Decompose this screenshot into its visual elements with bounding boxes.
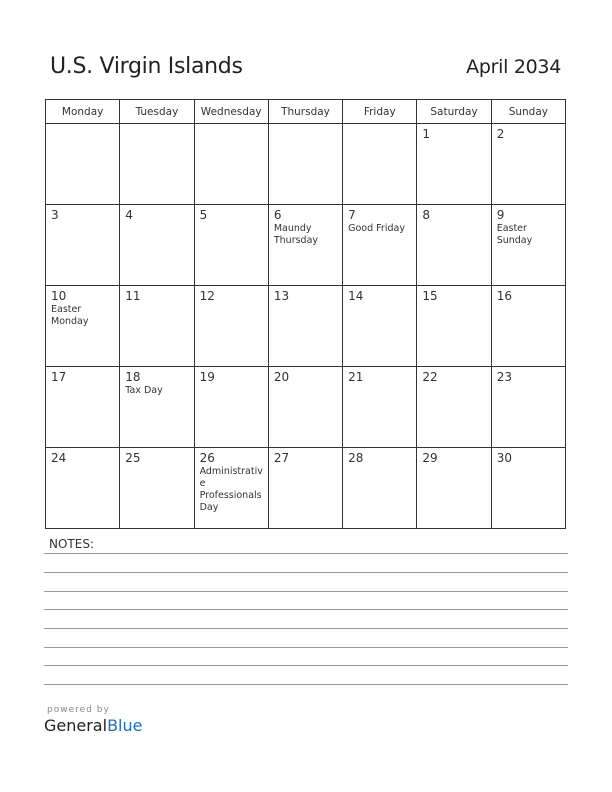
day-number: 6 [273, 208, 282, 222]
day-cell [46, 205, 120, 286]
note-line [44, 647, 568, 648]
holiday-label: Tax Day [125, 385, 163, 396]
day-cell [120, 286, 194, 367]
day-cell [46, 367, 120, 448]
day-number: 27 [273, 451, 290, 465]
day-number: 8 [422, 208, 431, 222]
week-row [46, 205, 566, 286]
day-cell [343, 124, 417, 205]
day-number: 19 [199, 370, 215, 384]
day-number: 5 [199, 208, 208, 222]
day-number: 7 [348, 208, 356, 222]
day-cell [343, 286, 417, 367]
day-number: 10 [51, 289, 67, 303]
weekday-header: Friday [343, 100, 417, 124]
note-line [44, 553, 568, 554]
brand-blue: Blue [107, 716, 143, 735]
day-cell [417, 124, 491, 205]
brand-name [44, 716, 142, 735]
day-cell [343, 205, 417, 286]
note-line [44, 665, 568, 666]
day-cell [491, 124, 565, 205]
day-number: 14 [348, 289, 364, 303]
day-number: 1 [422, 127, 431, 141]
day-number: 2 [496, 127, 505, 141]
day-cell [120, 448, 194, 529]
day-cell [194, 205, 268, 286]
holiday-label: Easter Monday [51, 304, 89, 327]
note-line [44, 609, 568, 610]
notes-label: NOTES: [49, 537, 94, 551]
weekday-header: Monday [46, 100, 120, 124]
day-cell [268, 448, 342, 529]
weekday-header: Wednesday [194, 100, 268, 124]
week-row [46, 124, 566, 205]
day-number: 28 [348, 451, 364, 465]
day-cell [120, 124, 194, 205]
holiday-label: Administrative Professionals Day [199, 466, 263, 513]
day-number: 15 [422, 289, 438, 303]
note-line [44, 591, 568, 592]
day-cell [343, 448, 417, 529]
day-cell [491, 448, 565, 529]
day-cell [417, 286, 491, 367]
day-cell [491, 205, 565, 286]
note-line [44, 572, 568, 573]
weekday-header: Sunday [491, 100, 565, 124]
day-number: 18 [125, 370, 141, 384]
day-number: 26 [199, 451, 215, 465]
day-cell [194, 124, 268, 205]
brand-general: General [44, 716, 108, 735]
day-number: 3 [51, 208, 59, 222]
day-number: 9 [496, 208, 505, 222]
day-number: 17 [51, 370, 67, 384]
day-cell [194, 448, 268, 529]
holiday-label: Good Friday [348, 223, 405, 234]
calendar-grid [45, 99, 566, 529]
note-line [44, 628, 568, 629]
day-cell [194, 286, 268, 367]
day-cell [343, 367, 417, 448]
day-cell [120, 367, 194, 448]
day-cell [120, 205, 194, 286]
day-number: 11 [125, 289, 141, 303]
day-number: 16 [496, 289, 512, 303]
note-line [44, 684, 568, 685]
day-cell [46, 124, 120, 205]
day-number: 21 [348, 370, 364, 384]
day-cell [268, 367, 342, 448]
day-number: 23 [496, 370, 512, 384]
weekday-header: Saturday [417, 100, 491, 124]
day-cell [417, 367, 491, 448]
day-cell [46, 286, 120, 367]
day-cell [194, 367, 268, 448]
region-title: U.S. Virgin Islands [50, 54, 243, 79]
day-cell [491, 367, 565, 448]
holiday-label: Maundy Thursday [273, 223, 319, 246]
weekday-header: Tuesday [120, 100, 194, 124]
week-row [46, 367, 566, 448]
day-cell [491, 286, 565, 367]
day-number: 12 [199, 289, 215, 303]
day-number: 25 [125, 451, 141, 465]
powered-by-text: powered by [47, 705, 110, 715]
day-cell [268, 205, 342, 286]
day-number: 24 [51, 451, 67, 465]
day-number: 4 [125, 208, 133, 222]
day-cell [417, 448, 491, 529]
day-number: 13 [273, 289, 290, 303]
week-row [46, 448, 566, 529]
weekday-header-row [46, 100, 566, 124]
day-cell [46, 448, 120, 529]
day-cell [268, 286, 342, 367]
month-year-title: April 2034 [466, 56, 561, 78]
day-number: 30 [496, 451, 512, 465]
weekday-header: Thursday [268, 100, 342, 124]
day-cell [268, 124, 342, 205]
week-row [46, 286, 566, 367]
day-number: 20 [273, 370, 290, 384]
brand-logo [44, 705, 142, 735]
holiday-label: Easter Sunday [496, 223, 533, 246]
day-number: 29 [422, 451, 438, 465]
day-cell [417, 205, 491, 286]
day-number: 22 [422, 370, 438, 384]
